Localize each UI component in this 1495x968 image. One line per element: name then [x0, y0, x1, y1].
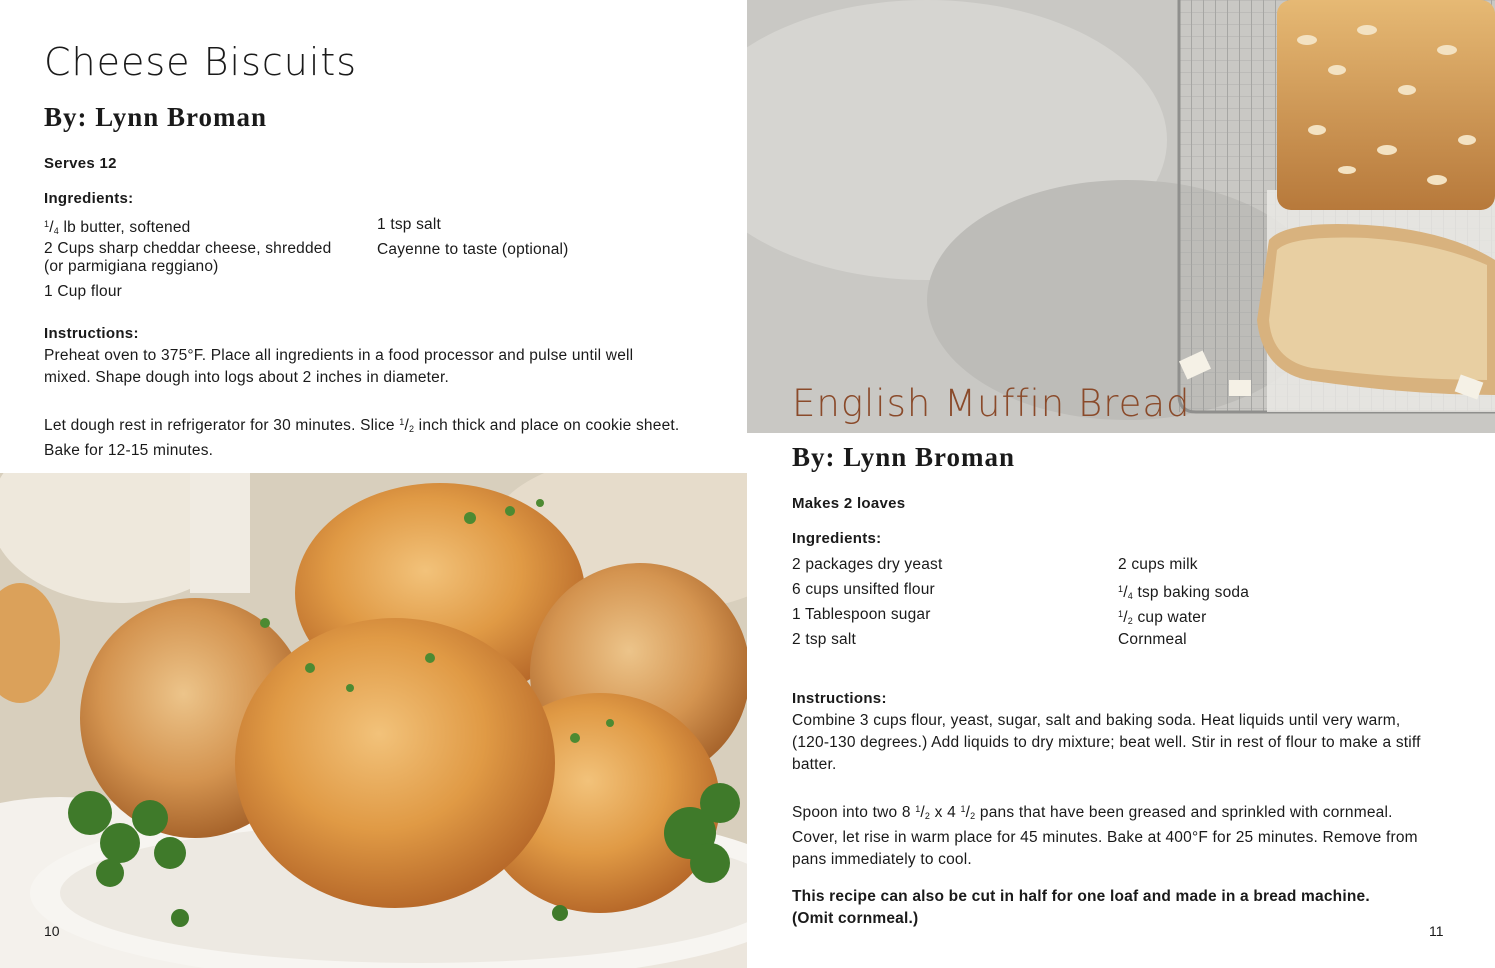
- recipe-title: Cheese Biscuits: [44, 40, 358, 84]
- ingredient-item: Cayenne to taste (optional): [377, 241, 569, 258]
- ingredients-heading: Ingredients:: [44, 190, 134, 207]
- biscuits-illustration: [0, 473, 747, 968]
- ingredients-heading: Ingredients:: [792, 530, 882, 547]
- ingredient-item: 2 Cups sharp cheddar cheese, shredded (or parmigiana reggiano): [44, 240, 332, 275]
- instructions-paragraph: Spoon into two 8 $^1/_2$ x 4 $^1/_2$ pans that have been greased and sprinkled with cornmeal. Cover, let rise in warm place for 45 minutes. Bake at 400°F for 25 minutes. Remove from pans immediately to cool.: [792, 804, 1418, 868]
- cheese-biscuits-photo: [0, 473, 747, 968]
- recipe-byline: By: Lynn Broman: [44, 102, 268, 132]
- ingredient-item: $^1/_2$ cup water: [1118, 609, 1207, 626]
- instructions-paragraph: Let dough rest in refrigerator for 30 minutes. Slice $^1/_2$ inch thick and place on cookie sheet. Bake for 12-15 minutes.: [44, 417, 680, 459]
- ingredient-item: 2 packages dry yeast: [792, 556, 943, 573]
- right-page: [747, 0, 1495, 968]
- ingredient-item: 2 cups milk: [1118, 556, 1198, 573]
- english-muffin-bread-photo: [747, 0, 1495, 433]
- recipe-title: English Muffin Bread: [792, 382, 1191, 425]
- bread-illustration: [747, 0, 1495, 433]
- recipe-note: This recipe can also be cut in half for one loaf and made in a bread machine. (Omit cornmeal.): [792, 888, 1370, 927]
- instructions-paragraph: Combine 3 cups flour, yeast, sugar, salt and baking soda. Heat liquids until very warm, (120-130 degrees.) Add liquids to dry mixture; beat well. Stir in rest of flour to make a stiff batter.: [792, 712, 1421, 773]
- ingredient-item: $^1/_4$ lb butter, softened: [44, 219, 191, 236]
- instructions-paragraph: Preheat oven to 375°F. Place all ingredients in a food processor and pulse until well mixed. Shape dough into logs about 2 inches in diameter.: [44, 347, 634, 386]
- recipe-yield: Serves 12: [44, 155, 117, 172]
- ingredient-item: 6 cups unsifted flour: [792, 581, 935, 598]
- ingredient-item: 1 Cup flour: [44, 283, 123, 300]
- left-page: [0, 0, 747, 968]
- recipe-byline: By: Lynn Broman: [792, 442, 1016, 472]
- recipe-yield: Makes 2 loaves: [792, 495, 906, 512]
- instructions-heading: Instructions:: [44, 325, 139, 342]
- page-number: 11: [1429, 923, 1444, 939]
- ingredient-item: Cornmeal: [1118, 631, 1187, 648]
- ingredient-item: $^1/_4$ tsp baking soda: [1118, 584, 1250, 601]
- ingredient-item: 2 tsp salt: [792, 631, 857, 648]
- ingredient-item: 1 tsp salt: [377, 216, 442, 233]
- instructions-heading: Instructions:: [792, 690, 887, 707]
- ingredient-item: 1 Tablespoon sugar: [792, 606, 931, 623]
- page-number: 10: [44, 923, 60, 939]
